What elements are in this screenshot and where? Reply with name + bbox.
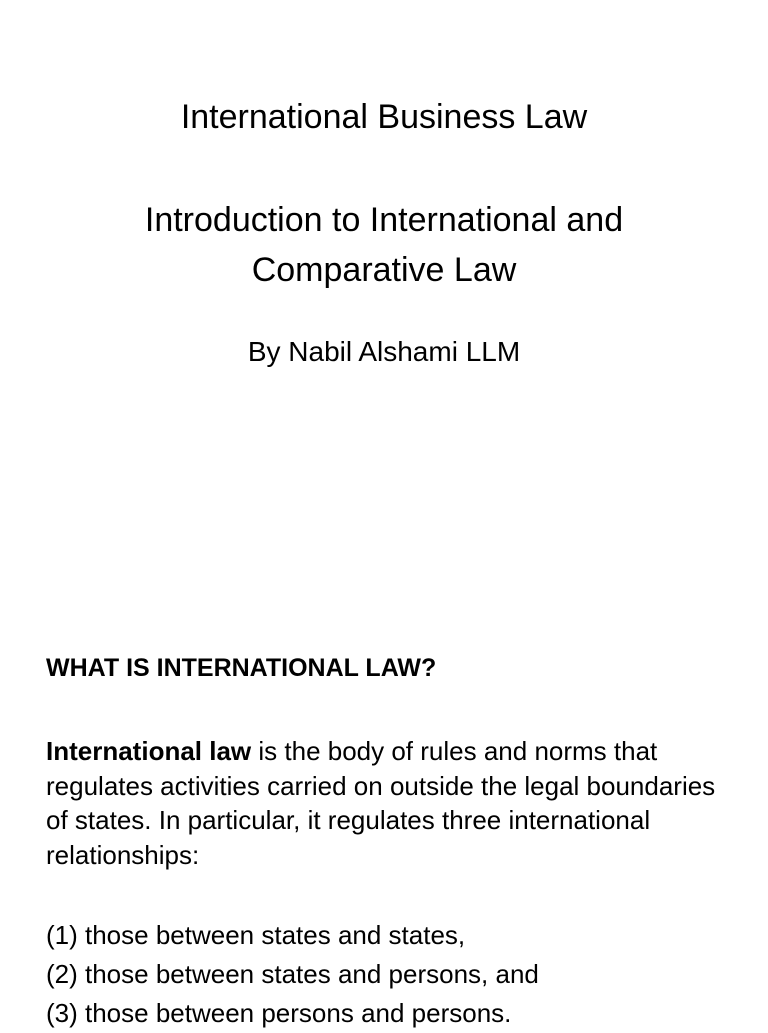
subtitle-line-2: Comparative Law [251, 251, 517, 289]
document-title: International Business Law [180, 98, 588, 136]
subtitle-line-1: Introduction to International and [144, 201, 624, 239]
list-item: (3) those between persons and persons. [46, 998, 512, 1028]
section-heading: WHAT IS INTERNATIONAL LAW? [46, 654, 437, 682]
definition-paragraph [46, 734, 736, 872]
relationships-list [46, 916, 539, 1033]
author-line: By Nabil Alshami LLM [247, 336, 521, 367]
list-item: (1) those between states and states, [46, 920, 466, 950]
list-item: (2) those between states and persons, and [46, 959, 539, 989]
definition-text: is the body of rules and norms that regulates activities carried on outside the legal boundaries of states. In particular, it regulates three international relationships: [46, 736, 716, 870]
definition-term: International law [46, 736, 252, 766]
content-slide [0, 520, 768, 1028]
